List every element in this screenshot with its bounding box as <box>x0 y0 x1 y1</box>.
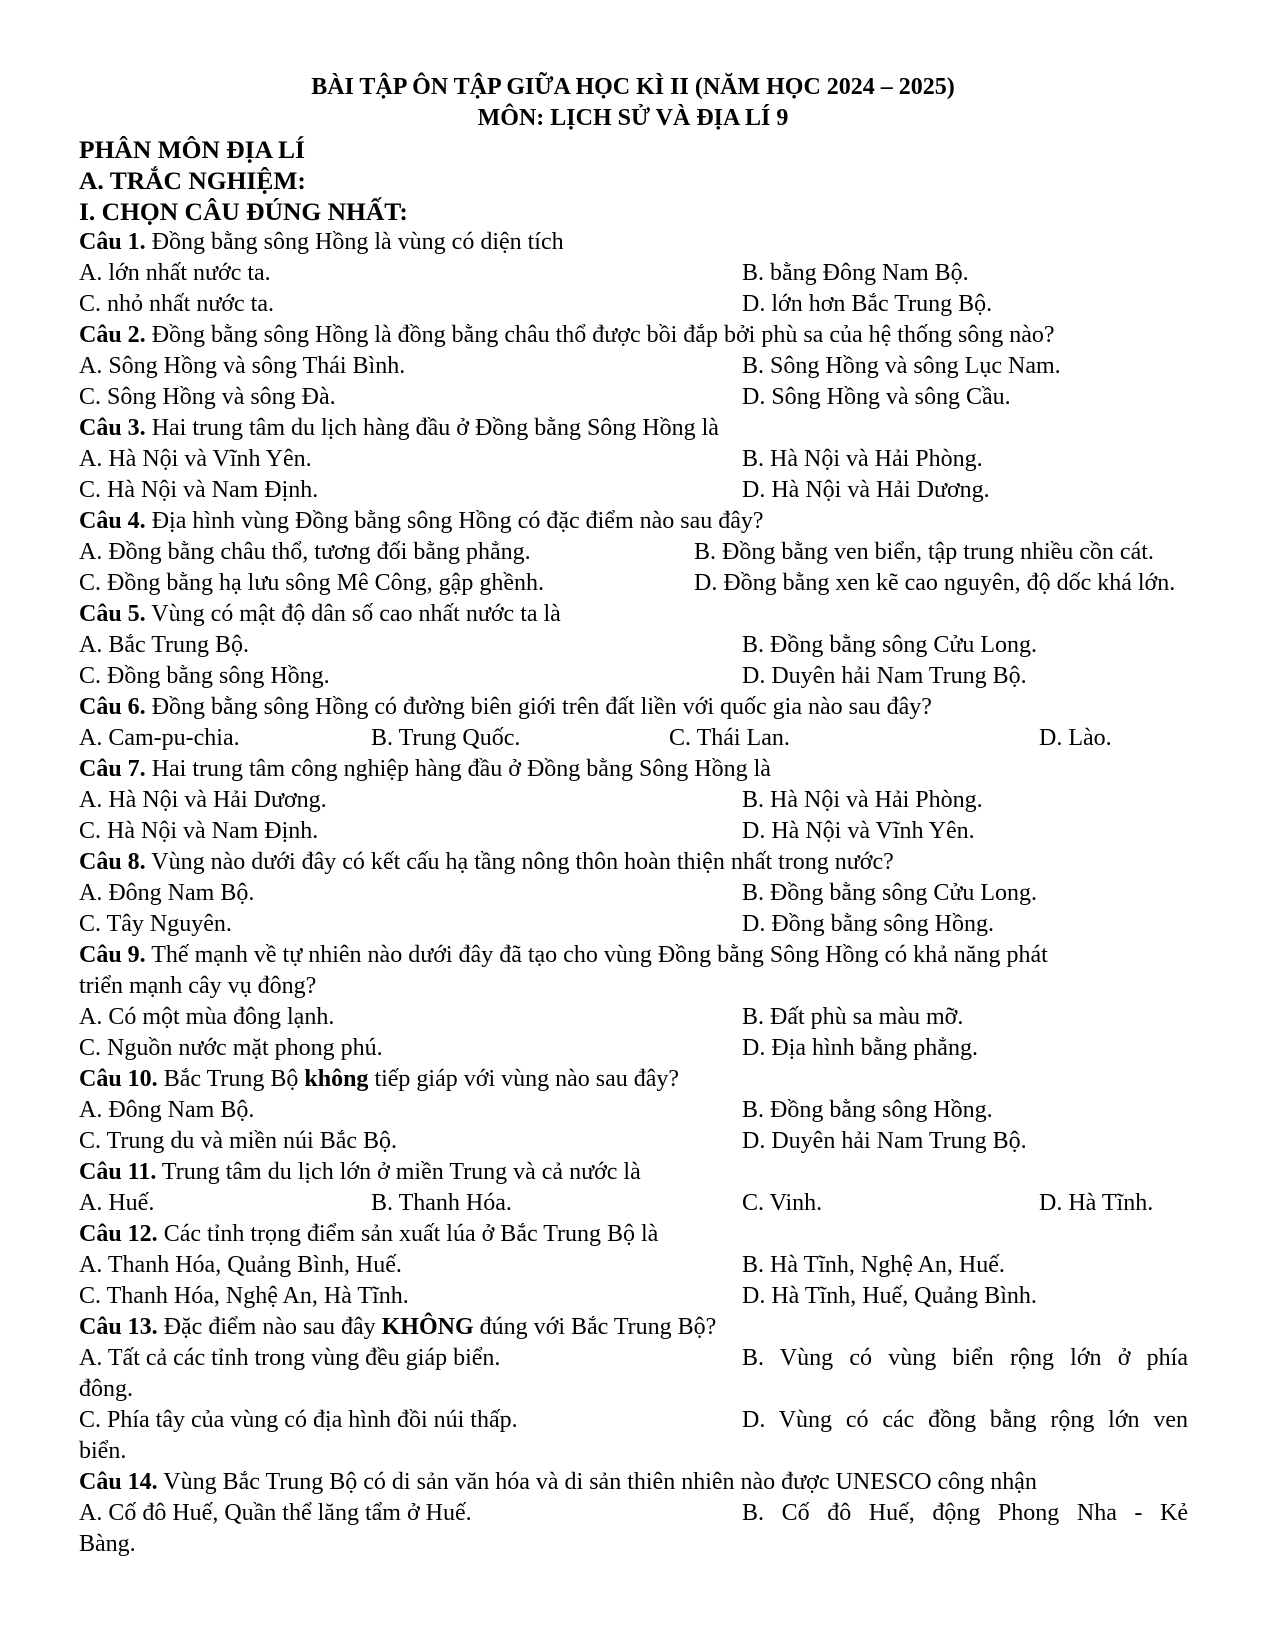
question-7 <box>79 754 1229 785</box>
question-13 <box>79 1312 1229 1343</box>
question-text-continued: triển mạnh cây vụ đông? <box>79 973 317 999</box>
question-8 <box>79 847 1229 878</box>
question-text: Vùng nào dưới đây có kết cấu hạ tầng nông thôn hoàn thiện nhất trong nước? <box>145 849 894 875</box>
option-a: A. lớn nhất nước ta. <box>79 260 271 286</box>
option-b-continued: Bàng. <box>79 1531 136 1557</box>
subject-title: MÔN: LỊCH SỬ VÀ ĐỊA LÍ 9 <box>477 105 789 131</box>
options-row <box>79 1126 1229 1157</box>
option-a: A. Cố đô Huế, Quần thể lăng tẩm ở Huế. <box>79 1500 472 1526</box>
question-emphasis: không <box>304 1066 369 1092</box>
options-row <box>79 1095 1229 1126</box>
option-a: A. Đồng bằng châu thổ, tương đối bằng phẳng. <box>79 539 531 565</box>
option-a: A. Có một mùa đông lạnh. <box>79 1004 335 1030</box>
question-label: Câu 11. <box>79 1159 157 1185</box>
question-text: Bắc Trung Bộ <box>157 1066 305 1092</box>
option-d: D. Vùng có các đồng bằng rộng lớn ven <box>742 1407 1188 1433</box>
question-2 <box>79 320 1229 351</box>
option-c: C. Nguồn nước mặt phong phú. <box>79 1035 383 1061</box>
option-c: C. Phía tây của vùng có địa hình đồi núi thấp. <box>79 1407 518 1433</box>
question-text: Đồng bằng sông Hồng là đồng bằng châu thổ được bồi đắp bởi phù sa của hệ thống sông nào? <box>145 322 1055 348</box>
question-9 <box>79 940 1229 971</box>
question-text: Đặc điểm nào sau đây <box>157 1314 382 1340</box>
question-label: Câu 1. <box>79 229 146 255</box>
options-row <box>79 1033 1229 1064</box>
question-label: Câu 12. <box>79 1221 158 1247</box>
option-b: B. Sông Hồng và sông Lục Nam. <box>742 353 1061 379</box>
option-d: D. Hà Nội và Hải Dương. <box>742 477 990 503</box>
question-label: Câu 8. <box>79 849 146 875</box>
option-b: B. Hà Tĩnh, Nghệ An, Huế. <box>742 1252 1005 1278</box>
section-i-heading: I. CHỌN CÂU ĐÚNG NHẤT: <box>79 197 408 226</box>
question-label: Câu 3. <box>79 415 146 441</box>
question-6 <box>79 692 1229 723</box>
question-text: tiếp giáp với vùng nào sau đây? <box>368 1066 680 1092</box>
option-c: C. Vinh. <box>742 1190 823 1216</box>
option-d: D. Đồng bằng xen kẽ cao nguyên, độ dốc khá lớn. <box>694 570 1176 596</box>
question-label: Câu 9. <box>79 942 146 968</box>
options-row <box>79 878 1229 909</box>
question-text: Vùng Bắc Trung Bộ có di sản văn hóa và di sản thiên nhiên nào được UNESCO công nhận <box>157 1469 1037 1495</box>
options-row <box>79 1498 1229 1529</box>
options-row <box>79 1250 1229 1281</box>
options-row <box>79 723 1229 754</box>
question-label: Câu 4. <box>79 508 146 534</box>
option-b: B. Cố đô Huế, động Phong Nha - Kẻ <box>742 1500 1188 1526</box>
question-text: Các tỉnh trọng điểm sản xuất lúa ở Bắc Trung Bộ là <box>157 1221 659 1247</box>
part-heading: PHÂN MÔN ĐỊA LÍ <box>79 135 305 164</box>
question-14 <box>79 1467 1229 1498</box>
option-d: D. lớn hơn Bắc Trung Bộ. <box>742 291 993 317</box>
option-d: D. Duyên hải Nam Trung Bộ. <box>742 1128 1027 1154</box>
option-a: A. Thanh Hóa, Quảng Bình, Huế. <box>79 1252 402 1278</box>
options-row <box>79 537 1229 568</box>
options-row <box>79 289 1229 320</box>
question-label: Câu 6. <box>79 694 146 720</box>
question-text: Thế mạnh về tự nhiên nào dưới đây đã tạo cho vùng Đồng bằng Sông Hồng có khả năng phát <box>145 942 1048 968</box>
question-5 <box>79 599 1229 630</box>
question-1 <box>79 227 1229 258</box>
option-c: C. Thái Lan. <box>669 725 790 751</box>
exam-title: BÀI TẬP ÔN TẬP GIỮA HỌC KÌ II (NĂM HỌC 2024 – 2025) <box>311 74 955 100</box>
question-text: Hai trung tâm công nghiệp hàng đầu ở Đồng bằng Sông Hồng là <box>145 756 771 782</box>
option-d: D. Địa hình bằng phẳng. <box>742 1035 978 1061</box>
option-a: A. Đông Nam Bộ. <box>79 880 255 906</box>
option-b-continued: đông. <box>79 1376 133 1402</box>
option-d: D. Duyên hải Nam Trung Bộ. <box>742 663 1027 689</box>
option-a: A. Bắc Trung Bộ. <box>79 632 250 658</box>
option-b: B. Vùng có vùng biển rộng lớn ở phía <box>742 1345 1188 1371</box>
option-c: C. Trung du và miền núi Bắc Bộ. <box>79 1128 398 1154</box>
question-label: Câu 14. <box>79 1469 158 1495</box>
question-label: Câu 10. <box>79 1066 158 1092</box>
options-row <box>79 258 1229 289</box>
option-a: A. Hà Nội và Hải Dương. <box>79 787 327 813</box>
option-b: B. Trung Quốc. <box>371 725 521 751</box>
question-text: Địa hình vùng Đồng bằng sông Hồng có đặc điểm nào sau đây? <box>145 508 764 534</box>
option-d: D. Hà Tĩnh. <box>1039 1190 1154 1216</box>
option-d-continued: biển. <box>79 1438 127 1464</box>
question-12 <box>79 1219 1229 1250</box>
question-label: Câu 13. <box>79 1314 158 1340</box>
section-a-heading: A. TRẮC NGHIỆM: <box>79 166 306 195</box>
option-b: B. Đất phù sa màu mỡ. <box>742 1004 964 1030</box>
options-row <box>79 1188 1229 1219</box>
option-d: D. Hà Nội và Vĩnh Yên. <box>742 818 975 844</box>
option-a: A. Tất cả các tỉnh trong vùng đều giáp biển. <box>79 1345 501 1371</box>
question-11 <box>79 1157 1229 1188</box>
option-a: A. Cam-pu-chia. <box>79 725 240 751</box>
option-a: A. Đông Nam Bộ. <box>79 1097 255 1123</box>
question-label: Câu 5. <box>79 601 146 627</box>
option-b: B. bằng Đông Nam Bộ. <box>742 260 969 286</box>
option-c: C. Tây Nguyên. <box>79 911 232 937</box>
option-b: B. Đồng bằng sông Cửu Long. <box>742 880 1038 906</box>
question-text: đúng với Bắc Trung Bộ? <box>473 1314 717 1340</box>
option-a: A. Sông Hồng và sông Thái Bình. <box>79 353 406 379</box>
question-text: Trung tâm du lịch lớn ở miền Trung và cả nước là <box>156 1159 641 1185</box>
option-b: B. Đồng bằng ven biển, tập trung nhiều cồn cát. <box>694 539 1154 565</box>
options-row <box>79 1405 1229 1436</box>
question-text: Đồng bằng sông Hồng là vùng có diện tích <box>145 229 564 255</box>
option-c: C. Thanh Hóa, Nghệ An, Hà Tĩnh. <box>79 1283 409 1309</box>
option-b: B. Đồng bằng sông Hồng. <box>742 1097 993 1123</box>
option-a: A. Hà Nội và Vĩnh Yên. <box>79 446 312 472</box>
options-row <box>79 1281 1229 1312</box>
option-b: B. Đồng bằng sông Cửu Long. <box>742 632 1038 658</box>
exam-page <box>79 72 1229 1560</box>
option-d: D. Lào. <box>1039 725 1112 751</box>
options-row <box>79 785 1229 816</box>
options-row <box>79 382 1229 413</box>
option-c: C. nhỏ nhất nước ta. <box>79 291 274 317</box>
options-row <box>79 661 1229 692</box>
question-10 <box>79 1064 1229 1095</box>
options-row <box>79 1002 1229 1033</box>
options-row <box>79 630 1229 661</box>
question-3 <box>79 413 1229 444</box>
question-label: Câu 2. <box>79 322 146 348</box>
question-text: Đồng bằng sông Hồng có đường biên giới trên đất liền với quốc gia nào sau đây? <box>145 694 932 720</box>
option-d: D. Sông Hồng và sông Cầu. <box>742 384 1011 410</box>
option-b: B. Thanh Hóa. <box>371 1190 512 1216</box>
option-c: C. Hà Nội và Nam Định. <box>79 818 319 844</box>
question-4 <box>79 506 1229 537</box>
question-emphasis: KHÔNG <box>381 1314 474 1340</box>
option-a: A. Huế. <box>79 1190 155 1216</box>
question-text: Vùng có mật độ dân số cao nhất nước ta là <box>145 601 561 627</box>
options-row <box>79 444 1229 475</box>
option-c: C. Đồng bằng hạ lưu sông Mê Công, gập ghềnh. <box>79 570 544 596</box>
option-d: D. Đồng bằng sông Hồng. <box>742 911 994 937</box>
option-d: D. Hà Tĩnh, Huế, Quảng Bình. <box>742 1283 1037 1309</box>
option-b: B. Hà Nội và Hải Phòng. <box>742 787 983 813</box>
option-c: C. Hà Nội và Nam Định. <box>79 477 319 503</box>
option-b: B. Hà Nội và Hải Phòng. <box>742 446 983 472</box>
options-row <box>79 568 1229 599</box>
options-row <box>79 351 1229 382</box>
option-c: C. Đồng bằng sông Hồng. <box>79 663 330 689</box>
question-label: Câu 7. <box>79 756 146 782</box>
option-c: C. Sông Hồng và sông Đà. <box>79 384 336 410</box>
options-row <box>79 909 1229 940</box>
options-row <box>79 475 1229 506</box>
question-text: Hai trung tâm du lịch hàng đầu ở Đồng bằng Sông Hồng là <box>145 415 719 441</box>
options-row <box>79 816 1229 847</box>
options-row <box>79 1343 1229 1374</box>
